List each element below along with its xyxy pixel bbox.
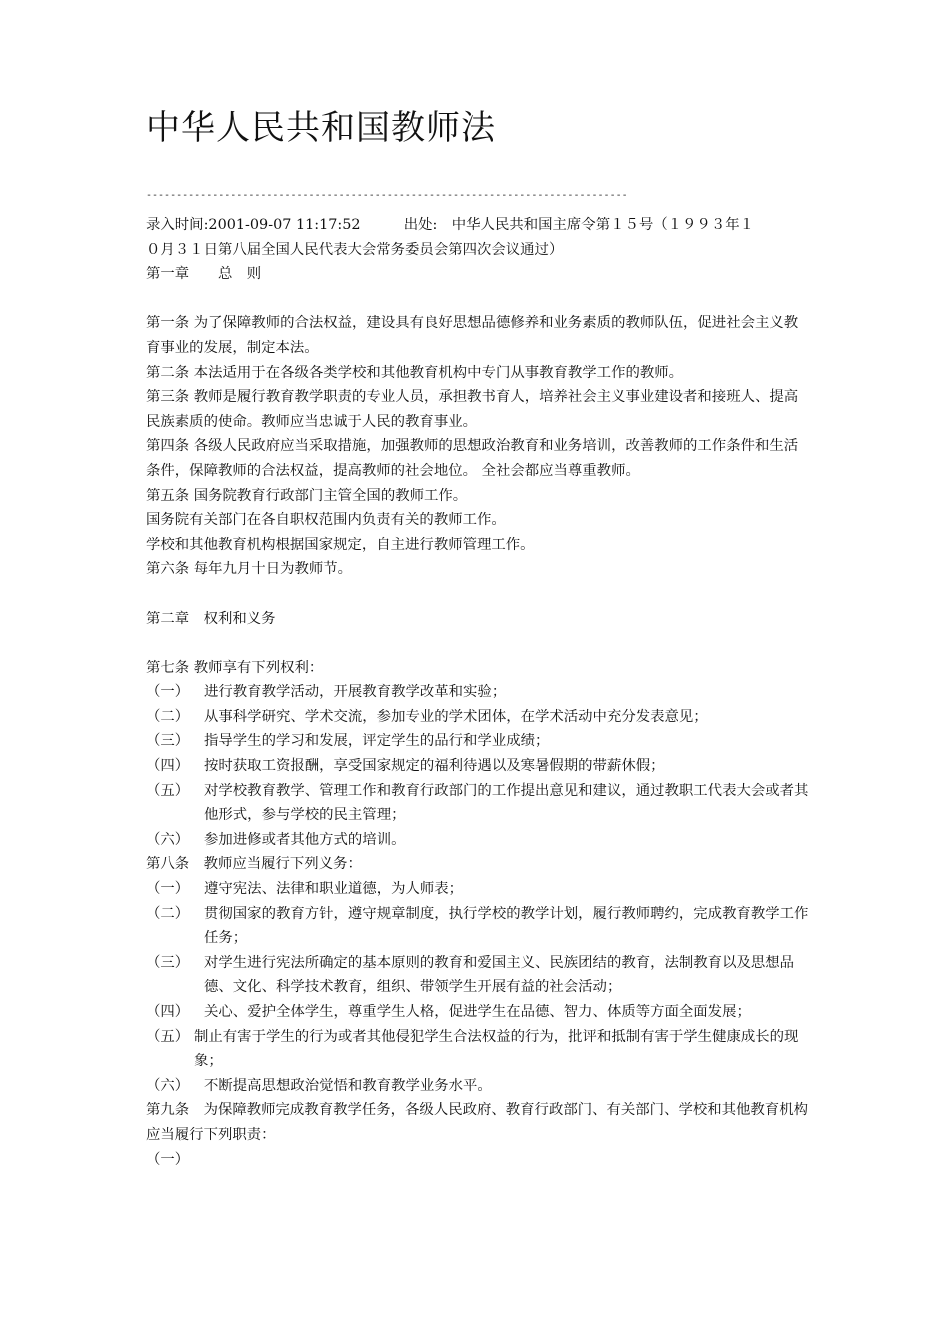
article-5-para-1: 第五条 国务院教育行政部门主管全国的教师工作。 [146,487,468,504]
item-text: 参加进修或者其他方式的培训。 [204,831,406,848]
item-number: （四） [146,758,190,775]
item-number: （四） [146,1004,190,1020]
article-7-item [146,779,810,828]
item-number: （六） [146,1077,190,1094]
article-7-item [146,729,810,754]
item-text: 遵守宪法、法律和职业道德，为人师表； [204,881,464,898]
article-7-item [146,680,810,705]
chapter-1-heading: 第一章 总 则 [146,266,262,283]
meta-line-1: 录入时间:2001-09-07 11:17:52 出处: 中华人民共和国主席令第１５号（１９９３年１ [146,217,754,233]
item-text: 从事科学研究、学术交流，参加专业的学术团体，在学术活动中充分发表意见； [204,708,708,725]
article-6: 第六条 每年九月十日为教师节。 [146,561,353,578]
blank-line [146,631,810,656]
article-8-item [146,1025,810,1074]
item-number: （六） [146,831,190,848]
item-text: 指导学生的学习和发展，评定学生的品行和学业成绩； [204,733,550,750]
article-8-item [146,1074,810,1099]
item-text: 按时获取工资报酬，享受国家规定的福利待遇以及寒暑假期的带薪休假； [204,758,665,775]
article-7-item [146,754,810,779]
item-number: （三） [146,733,190,750]
article-7-item [146,828,810,853]
article-4: 第四条 各级人民政府应当采取措施，加强教师的思想政治教育和业务培训，改善教师的工作条件和生活条件，保障教师的合法权益，提高教师的社会地位。 全社会都应当尊重教师。 [146,438,799,479]
blank-line [146,287,810,312]
article-2: 第二条 本法适用于在各级各类学校和其他教育机构中专门从事教育教学工作的教师。 [146,364,684,381]
item-text: 贯彻国家的教育方针，遵守规章制度，执行学校的教学计划，履行教师聘约，完成教育教学工作任务； [204,905,809,947]
item-text: 制止有害于学生的行为或者其他侵犯学生合法权益的行为，批评和抵制有害于学生健康成长的现象； [194,1028,799,1070]
item-number: （一） [146,881,190,898]
blank-line [146,582,810,607]
item-number: （二） [146,708,190,725]
document-body [146,213,810,1168]
item-number: （三） [146,954,190,971]
item-text: 进行教育教学活动，开展教育教学改革和实验； [204,684,507,701]
item-text: 不断提高思想政治觉悟和教育教学业务水平。 [204,1077,492,1094]
item-number: （一） [146,1151,190,1168]
article-8-item [146,877,810,902]
article-1: 第一条 为了保障教师的合法权益，建设具有良好思想品德修养和业务素质的教师队伍，促进社会主义教育事业的发展，制定本法。 [146,315,799,356]
article-8-item [146,902,810,951]
chapter-2-heading: 第二章 权利和义务 [146,610,276,627]
item-number: （一） [146,684,190,701]
page-title: 中华人民共和国教师法 [146,108,496,148]
article-8-item [146,951,810,1000]
item-number: （五） [146,1028,190,1045]
article-8-head: 第八条 教师应当履行下列义务： [146,856,362,873]
article-7-head: 第七条 教师享有下列权利： [146,659,324,676]
meta-line-2: ０月３１日第八届全国人民代表大会常务委员会第四次会议通过） [146,241,564,258]
item-text: 关心、爱护全体学生，尊重学生人格，促进学生在品德、智力、体质等方面全面发展； [204,1004,751,1020]
item-text: 对学校教育教学、管理工作和教育行政部门的工作提出意见和建议，通过教职工代表大会或者其他形式，参与学校的民主管理； [204,782,809,824]
item-text: 对学生进行宪法所确定的基本原则的教育和爱国主义、民族团结的教育，法制教育以及思想品德、文化、科学技术教育，组织、带领学生开展有益的社会活动； [204,954,795,996]
item-number: （二） [146,905,190,922]
article-8-item [146,1000,810,1025]
item-number: （五） [146,782,190,799]
article-3: 第三条 教师是履行教育教学职责的专业人员，承担教书育人，培养社会主义事业建设者和接班人、提高民族素质的使命。教师应当忠诚于人民的教育事业。 [146,389,799,430]
article-5-para-2: 国务院有关部门在各自职权范围内负责有关的教师工作。 [146,512,506,529]
separator-line: -------------------------------------------------------------------------------- [146,190,628,201]
article-7-item [146,705,810,730]
article-5-para-3: 学校和其他教育机构根据国家规定，自主进行教师管理工作。 [146,536,535,553]
article-9-head: 第九条 为保障教师完成教育教学任务，各级人民政府、教育行政部门、有关部门、学校和其他教育机构应当履行下列职责： [146,1102,808,1143]
